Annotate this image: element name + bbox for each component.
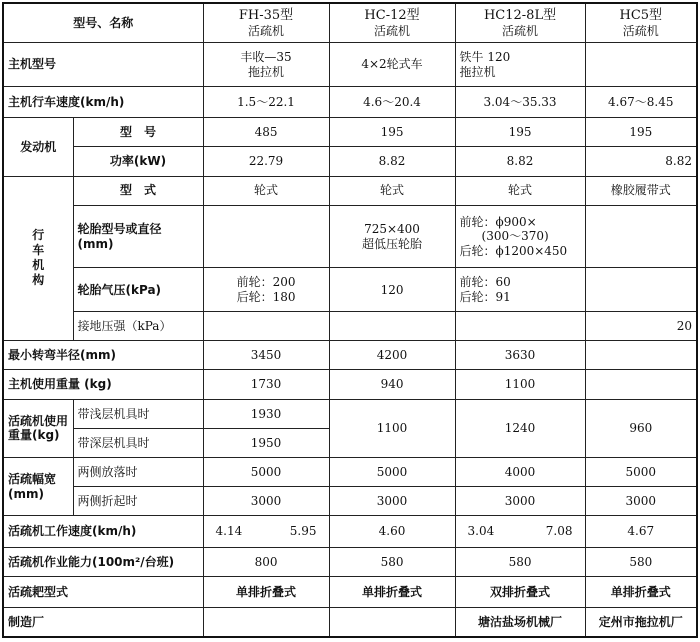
label-shallow: 带浅层机具时 [73, 399, 203, 428]
label-ground-pressure: 接地压强（kPa） [73, 312, 203, 341]
cell-shallow-1: 1930 [203, 399, 329, 428]
label-travel-type: 型 式 [73, 176, 203, 205]
row-capacity [3, 547, 697, 576]
header-model-2 [329, 3, 455, 43]
cell-host-model-3 [455, 43, 585, 87]
cell-turn-3: 3630 [455, 341, 585, 370]
model-1-name: 活疏机 [248, 23, 285, 38]
cell-engine-power-4: 8.82 [585, 147, 697, 176]
row-engine-power [3, 147, 697, 176]
cell-maker-1 [203, 608, 329, 637]
label-width-folded: 两侧折起时 [73, 487, 203, 516]
tire-2-line2: 超低压轮胎 [362, 236, 423, 251]
cell-weight-3: 1100 [455, 370, 585, 399]
cell-host-speed-3: 3.04～35.33 [455, 86, 585, 117]
cell-loosener-weight-2: 1100 [329, 399, 455, 457]
cell-engine-power-1: 22.79 [203, 147, 329, 176]
row-host-weight [3, 370, 697, 399]
cell-pressure-2: 120 [329, 268, 455, 312]
row-turn-radius [3, 341, 697, 370]
cell-capacity-3: 580 [455, 547, 585, 576]
tire-3-line3: 后轮：ϕ1200×450 [459, 243, 568, 258]
cell-work-speed-3 [455, 516, 585, 547]
cell-folded-2: 3000 [329, 487, 455, 516]
group-travel-label: 行车机构 [32, 228, 45, 288]
pressure-3-line2: 后轮：91 [459, 289, 511, 304]
label-tire-pressure: 轮胎气压(kPa) [73, 268, 203, 312]
model-1-code: FH-35型 [238, 8, 294, 24]
cell-lowered-1: 5000 [203, 458, 329, 487]
cell-ground-4: 20 [585, 312, 697, 341]
cell-travel-type-3: 轮式 [455, 176, 585, 205]
header-model-4 [585, 3, 697, 43]
tire-2-line1: 725×400 [364, 222, 420, 237]
cell-ground-2 [329, 312, 455, 341]
cell-ground-1 [203, 312, 329, 341]
cell-capacity-1: 800 [203, 547, 329, 576]
model-4-name: 活疏机 [622, 23, 659, 38]
cell-engine-model-4: 195 [585, 118, 697, 147]
cell-work-speed-4: 4.67 [585, 516, 697, 547]
header-row [3, 3, 697, 43]
cell-pressure-3 [455, 268, 585, 312]
cell-engine-model-2: 195 [329, 118, 455, 147]
row-width-folded [3, 487, 697, 516]
row-harrow [3, 576, 697, 607]
cell-folded-3: 3000 [455, 487, 585, 516]
cell-capacity-2: 580 [329, 547, 455, 576]
cell-harrow-2: 单排折叠式 [329, 576, 455, 607]
group-width: 活疏幅宽(mm) [3, 458, 73, 516]
group-loosener-weight: 活疏机使用重量(kg) [3, 399, 73, 457]
cell-host-model-2: 4×2轮式车 [329, 43, 455, 87]
cell-host-speed-4: 4.67～8.45 [585, 86, 697, 117]
header-model-3 [455, 3, 585, 43]
cell-work-speed-1 [203, 516, 329, 547]
work-speed-1-min: 4.14 [215, 524, 243, 539]
row-engine-model [3, 118, 697, 147]
cell-turn-2: 4200 [329, 341, 455, 370]
label-turn-radius: 最小转弯半径(mm) [3, 341, 203, 370]
row-tire [3, 205, 697, 268]
cell-weight-1: 1730 [203, 370, 329, 399]
label-harrow: 活疏耙型式 [3, 576, 203, 607]
cell-folded-1: 3000 [203, 487, 329, 516]
group-travel [3, 176, 73, 341]
cell-folded-4: 3000 [585, 487, 697, 516]
label-work-speed: 活疏机工作速度(km/h) [3, 516, 203, 547]
work-speed-1-max: 5.95 [289, 524, 317, 539]
cell-host-speed-2: 4.6～20.4 [329, 86, 455, 117]
label-host-weight: 主机使用重量 (kg) [3, 370, 203, 399]
cell-travel-type-4: 橡胶履带式 [585, 176, 697, 205]
model-3-name: 活疏机 [502, 23, 539, 38]
cell-lowered-2: 5000 [329, 458, 455, 487]
model-2-name: 活疏机 [374, 23, 411, 38]
host-model-3-line1: 铁牛 120 [459, 50, 511, 65]
cell-pressure-4 [585, 268, 697, 312]
cell-host-model-4 [585, 43, 697, 87]
cell-tire-3 [455, 205, 585, 268]
cell-work-speed-2: 4.60 [329, 516, 455, 547]
row-host-model [3, 43, 697, 87]
label-maker: 制造厂 [3, 608, 203, 637]
cell-engine-power-2: 8.82 [329, 147, 455, 176]
tire-3-line2: (300～370) [481, 229, 549, 244]
cell-maker-4: 定州市拖拉机厂 [585, 608, 697, 637]
host-model-1-line2: 拖拉机 [248, 64, 285, 79]
pressure-1-line1: 前轮：200 [236, 275, 296, 290]
work-speed-3-max: 7.08 [545, 524, 573, 539]
cell-loosener-weight-4: 960 [585, 399, 697, 457]
cell-turn-1: 3450 [203, 341, 329, 370]
cell-maker-2 [329, 608, 455, 637]
header-model-1 [203, 3, 329, 43]
cell-engine-model-3: 195 [455, 118, 585, 147]
header-corner: 型号、名称 [3, 3, 203, 43]
row-tire-pressure [3, 268, 697, 312]
work-speed-3-min: 3.04 [467, 524, 495, 539]
cell-turn-4 [585, 341, 697, 370]
cell-weight-2: 940 [329, 370, 455, 399]
label-deep: 带深层机具时 [73, 428, 203, 457]
cell-tire-4 [585, 205, 697, 268]
cell-harrow-1: 单排折叠式 [203, 576, 329, 607]
label-tire [73, 205, 203, 268]
cell-travel-type-1: 轮式 [203, 176, 329, 205]
row-work-speed [3, 516, 697, 547]
cell-harrow-3: 双排折叠式 [455, 576, 585, 607]
cell-host-model-1 [203, 43, 329, 87]
label-engine-model: 型 号 [73, 118, 203, 147]
cell-engine-model-1: 485 [203, 118, 329, 147]
label-engine-power: 功率(kW) [73, 147, 203, 176]
cell-tire-1 [203, 205, 329, 268]
label-width-lowered: 两侧放落时 [73, 458, 203, 487]
row-width-lowered [3, 458, 697, 487]
host-model-3-line2: 拖拉机 [459, 64, 496, 79]
row-loosener-weight-shallow [3, 399, 697, 428]
spec-table [2, 2, 698, 638]
pressure-3-line1: 前轮：60 [459, 275, 511, 290]
row-host-speed [3, 86, 697, 117]
cell-lowered-4: 5000 [585, 458, 697, 487]
row-travel-type [3, 176, 697, 205]
cell-pressure-1 [203, 268, 329, 312]
tire-3-line1: 前轮：ϕ900× [459, 214, 537, 229]
cell-harrow-4: 单排折叠式 [585, 576, 697, 607]
cell-lowered-3: 4000 [455, 458, 585, 487]
label-host-model: 主机型号 [3, 43, 203, 87]
label-capacity: 活疏机作业能力(100m²/台班) [3, 547, 203, 576]
row-maker [3, 608, 697, 637]
group-engine: 发动机 [3, 118, 73, 176]
label-tire-line1: 轮胎型号或直径 [77, 222, 162, 237]
cell-tire-2 [329, 205, 455, 268]
label-host-speed: 主机行车速度(km/h) [3, 86, 203, 117]
row-ground-pressure [3, 312, 697, 341]
cell-capacity-4: 580 [585, 547, 697, 576]
cell-loosener-weight-3: 1240 [455, 399, 585, 457]
host-model-1-line1: 丰收—35 [240, 50, 292, 65]
pressure-1-line2: 后轮：180 [236, 289, 296, 304]
cell-ground-3 [455, 312, 585, 341]
model-3-code: HC12-8L型 [483, 8, 557, 24]
model-4-code: HC5型 [619, 8, 663, 24]
label-tire-line2: (mm) [77, 236, 114, 251]
cell-engine-power-3: 8.82 [455, 147, 585, 176]
cell-travel-type-2: 轮式 [329, 176, 455, 205]
cell-host-speed-1: 1.5～22.1 [203, 86, 329, 117]
cell-maker-3: 塘沽盐场机械厂 [455, 608, 585, 637]
cell-weight-4 [585, 370, 697, 399]
model-2-code: HC-12型 [364, 8, 420, 24]
cell-deep-1: 1950 [203, 428, 329, 457]
